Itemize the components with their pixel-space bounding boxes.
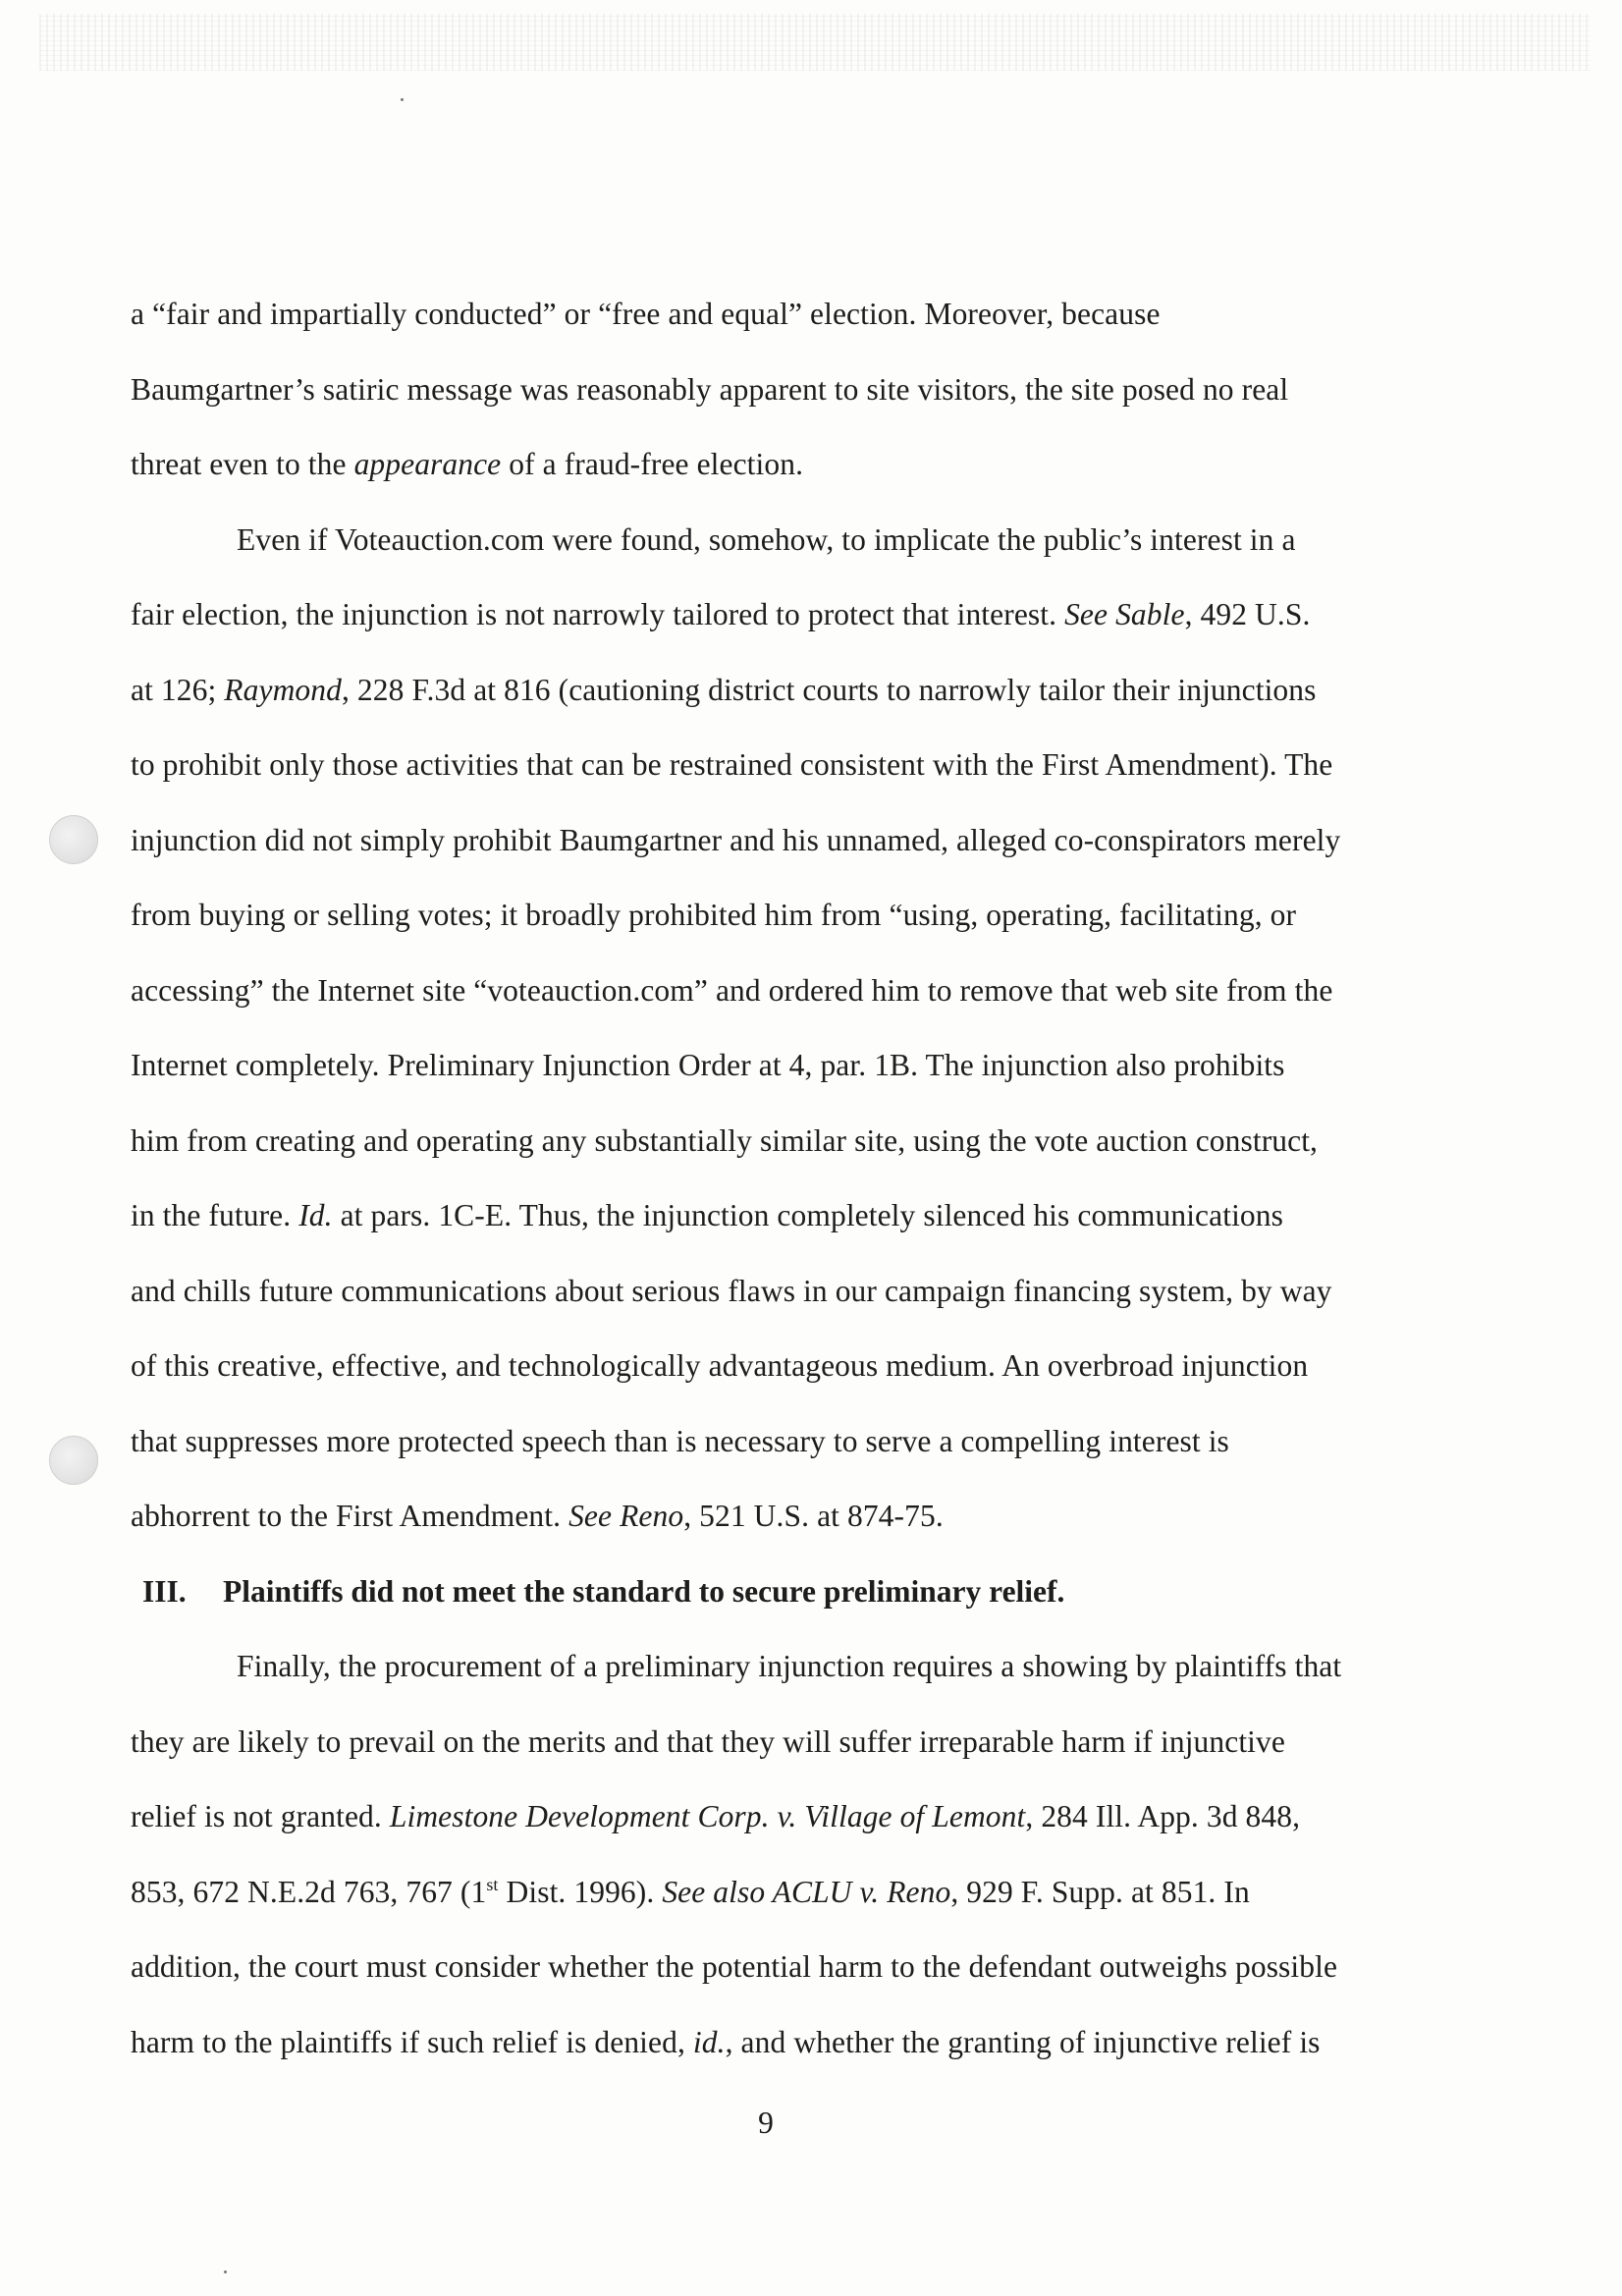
text-line: [131, 1779, 1436, 1855]
text-segment: Dist. 1996).: [498, 1874, 663, 1909]
text-segment: from buying or selling votes; it broadly prohibited him from “using, operating, facilitating, or: [131, 898, 1297, 932]
text-segment: Finally, the procurement of a preliminary injunction requires a showing by plaintiffs that: [237, 1649, 1342, 1683]
text-line: [131, 1329, 1436, 1404]
text-segment: at pars. 1C-E. Thus, the injunction completely silenced his communications: [332, 1198, 1283, 1232]
text-segment: , and whether the granting of injunctive relief is: [725, 2024, 1321, 2059]
scan-artifact-header: [39, 14, 1591, 71]
text-line: [131, 1404, 1436, 1480]
text-segment: that suppresses more protected speech than is necessary to serve a compelling interest is: [131, 1423, 1229, 1458]
document-body: [131, 277, 1436, 2080]
text-line: [131, 503, 1436, 578]
punch-hole-upper: [49, 815, 98, 864]
text-line: [131, 954, 1436, 1029]
section-heading: [131, 1555, 1436, 1630]
text-line: [131, 277, 1436, 353]
text-segment: of this creative, effective, and technologically advantageous medium. An overbroad injunction: [131, 1348, 1309, 1383]
text-segment: at 126;: [131, 672, 225, 707]
section-heading-text: Plaintiffs did not meet the standard to secure preliminary relief.: [223, 1573, 1065, 1609]
text-line: [131, 1028, 1436, 1104]
text-segment: 853, 672 N.E.2d 763, 767 (1: [131, 1874, 487, 1909]
text-line: [131, 653, 1436, 729]
citation-italic: Id.: [298, 1198, 333, 1232]
text-segment: Baumgartner’s satiric message was reasonably apparent to site visitors, the site posed no real: [131, 371, 1289, 407]
citation-italic: Raymond: [224, 672, 342, 707]
text-line: [131, 1254, 1436, 1330]
citation-italic: See Reno: [568, 1499, 684, 1533]
text-segment: injunction did not simply prohibit Baumgartner and his unnamed, alleged co-conspirators merely: [131, 822, 1341, 857]
text-line: [131, 1104, 1436, 1179]
text-line: [131, 1705, 1436, 1780]
text-segment: , 492 U.S.: [1184, 597, 1311, 631]
text-segment: relief is not granted.: [131, 1799, 390, 1833]
text-segment: of a fraud-free election.: [501, 447, 804, 481]
punch-hole-lower: [49, 1436, 98, 1485]
paragraph-group: [131, 1629, 1436, 2080]
text-segment: a “fair and impartially conducted” or “free and equal” election. Moreover, because: [131, 297, 1161, 331]
citation-italic: See also ACLU v. Reno: [662, 1874, 951, 1909]
text-segment: him from creating and operating any substantially similar site, using the vote auction construct,: [131, 1122, 1319, 1158]
text-segment: , 228 F.3d at 816 (cautioning district courts to narrowly tailor their injunctions: [341, 672, 1317, 707]
text-segment: to prohibit only those activities that can be restrained consistent with the First Amendment). The: [131, 747, 1333, 782]
page-number: 9: [758, 2105, 774, 2140]
text-segment: threat even to the: [131, 447, 354, 481]
text-line: [131, 803, 1436, 879]
text-line: [131, 1178, 1436, 1254]
text-line: [131, 353, 1436, 428]
text-segment: harm to the plaintiffs if such relief is denied,: [131, 2024, 693, 2059]
text-segment: in the future.: [131, 1198, 299, 1232]
scan-speck: [224, 2270, 227, 2273]
section-number: III.: [142, 1573, 187, 1609]
text-segment: and chills future communications about serious flaws in our campaign financing system, by way: [131, 1273, 1332, 1308]
text-segment: addition, the court must consider whether the potential harm to the defendant outweighs possible: [131, 1949, 1338, 1984]
text-line: [131, 1629, 1436, 1705]
text-line: [131, 1930, 1436, 2005]
citation-italic: id.: [692, 2024, 726, 2059]
paragraph-group: [131, 277, 1436, 1555]
text-line: [131, 2005, 1436, 2081]
scan-speck: [401, 98, 404, 101]
text-segment: they are likely to prevail on the merits and that they will suffer irreparable harm if injunctive: [131, 1723, 1285, 1759]
text-segment: , 929 F. Supp. at 851. In: [950, 1874, 1250, 1909]
text-segment: fair election, the injunction is not narrowly tailored to protect that interest.: [131, 597, 1065, 631]
text-line: [131, 1479, 1436, 1555]
text-segment: Even if Voteauction.com were found, somehow, to implicate the public’s interest in a: [237, 521, 1296, 557]
text-segment: abhorrent to the First Amendment.: [131, 1499, 569, 1533]
text-line: [131, 728, 1436, 803]
ordinal-superscript: st: [486, 1874, 499, 1894]
citation-italic: appearance: [353, 447, 502, 481]
text-line: [131, 577, 1436, 653]
text-segment: , 521 U.S. at 874-75.: [683, 1499, 944, 1533]
citation-italic: Limestone Development Corp. v. Village of Lemont: [389, 1799, 1026, 1833]
text-segment: accessing” the Internet site “voteauction.com” and ordered him to remove that web site from the: [131, 972, 1333, 1008]
text-line: [131, 878, 1436, 954]
text-line: [131, 1855, 1436, 1931]
text-segment: Internet completely. Preliminary Injunction Order at 4, par. 1B. The injunction also prohibits: [131, 1048, 1285, 1082]
text-line: [131, 427, 1436, 503]
text-segment: , 284 Ill. App. 3d 848,: [1025, 1799, 1301, 1833]
citation-italic: See Sable: [1064, 597, 1185, 631]
